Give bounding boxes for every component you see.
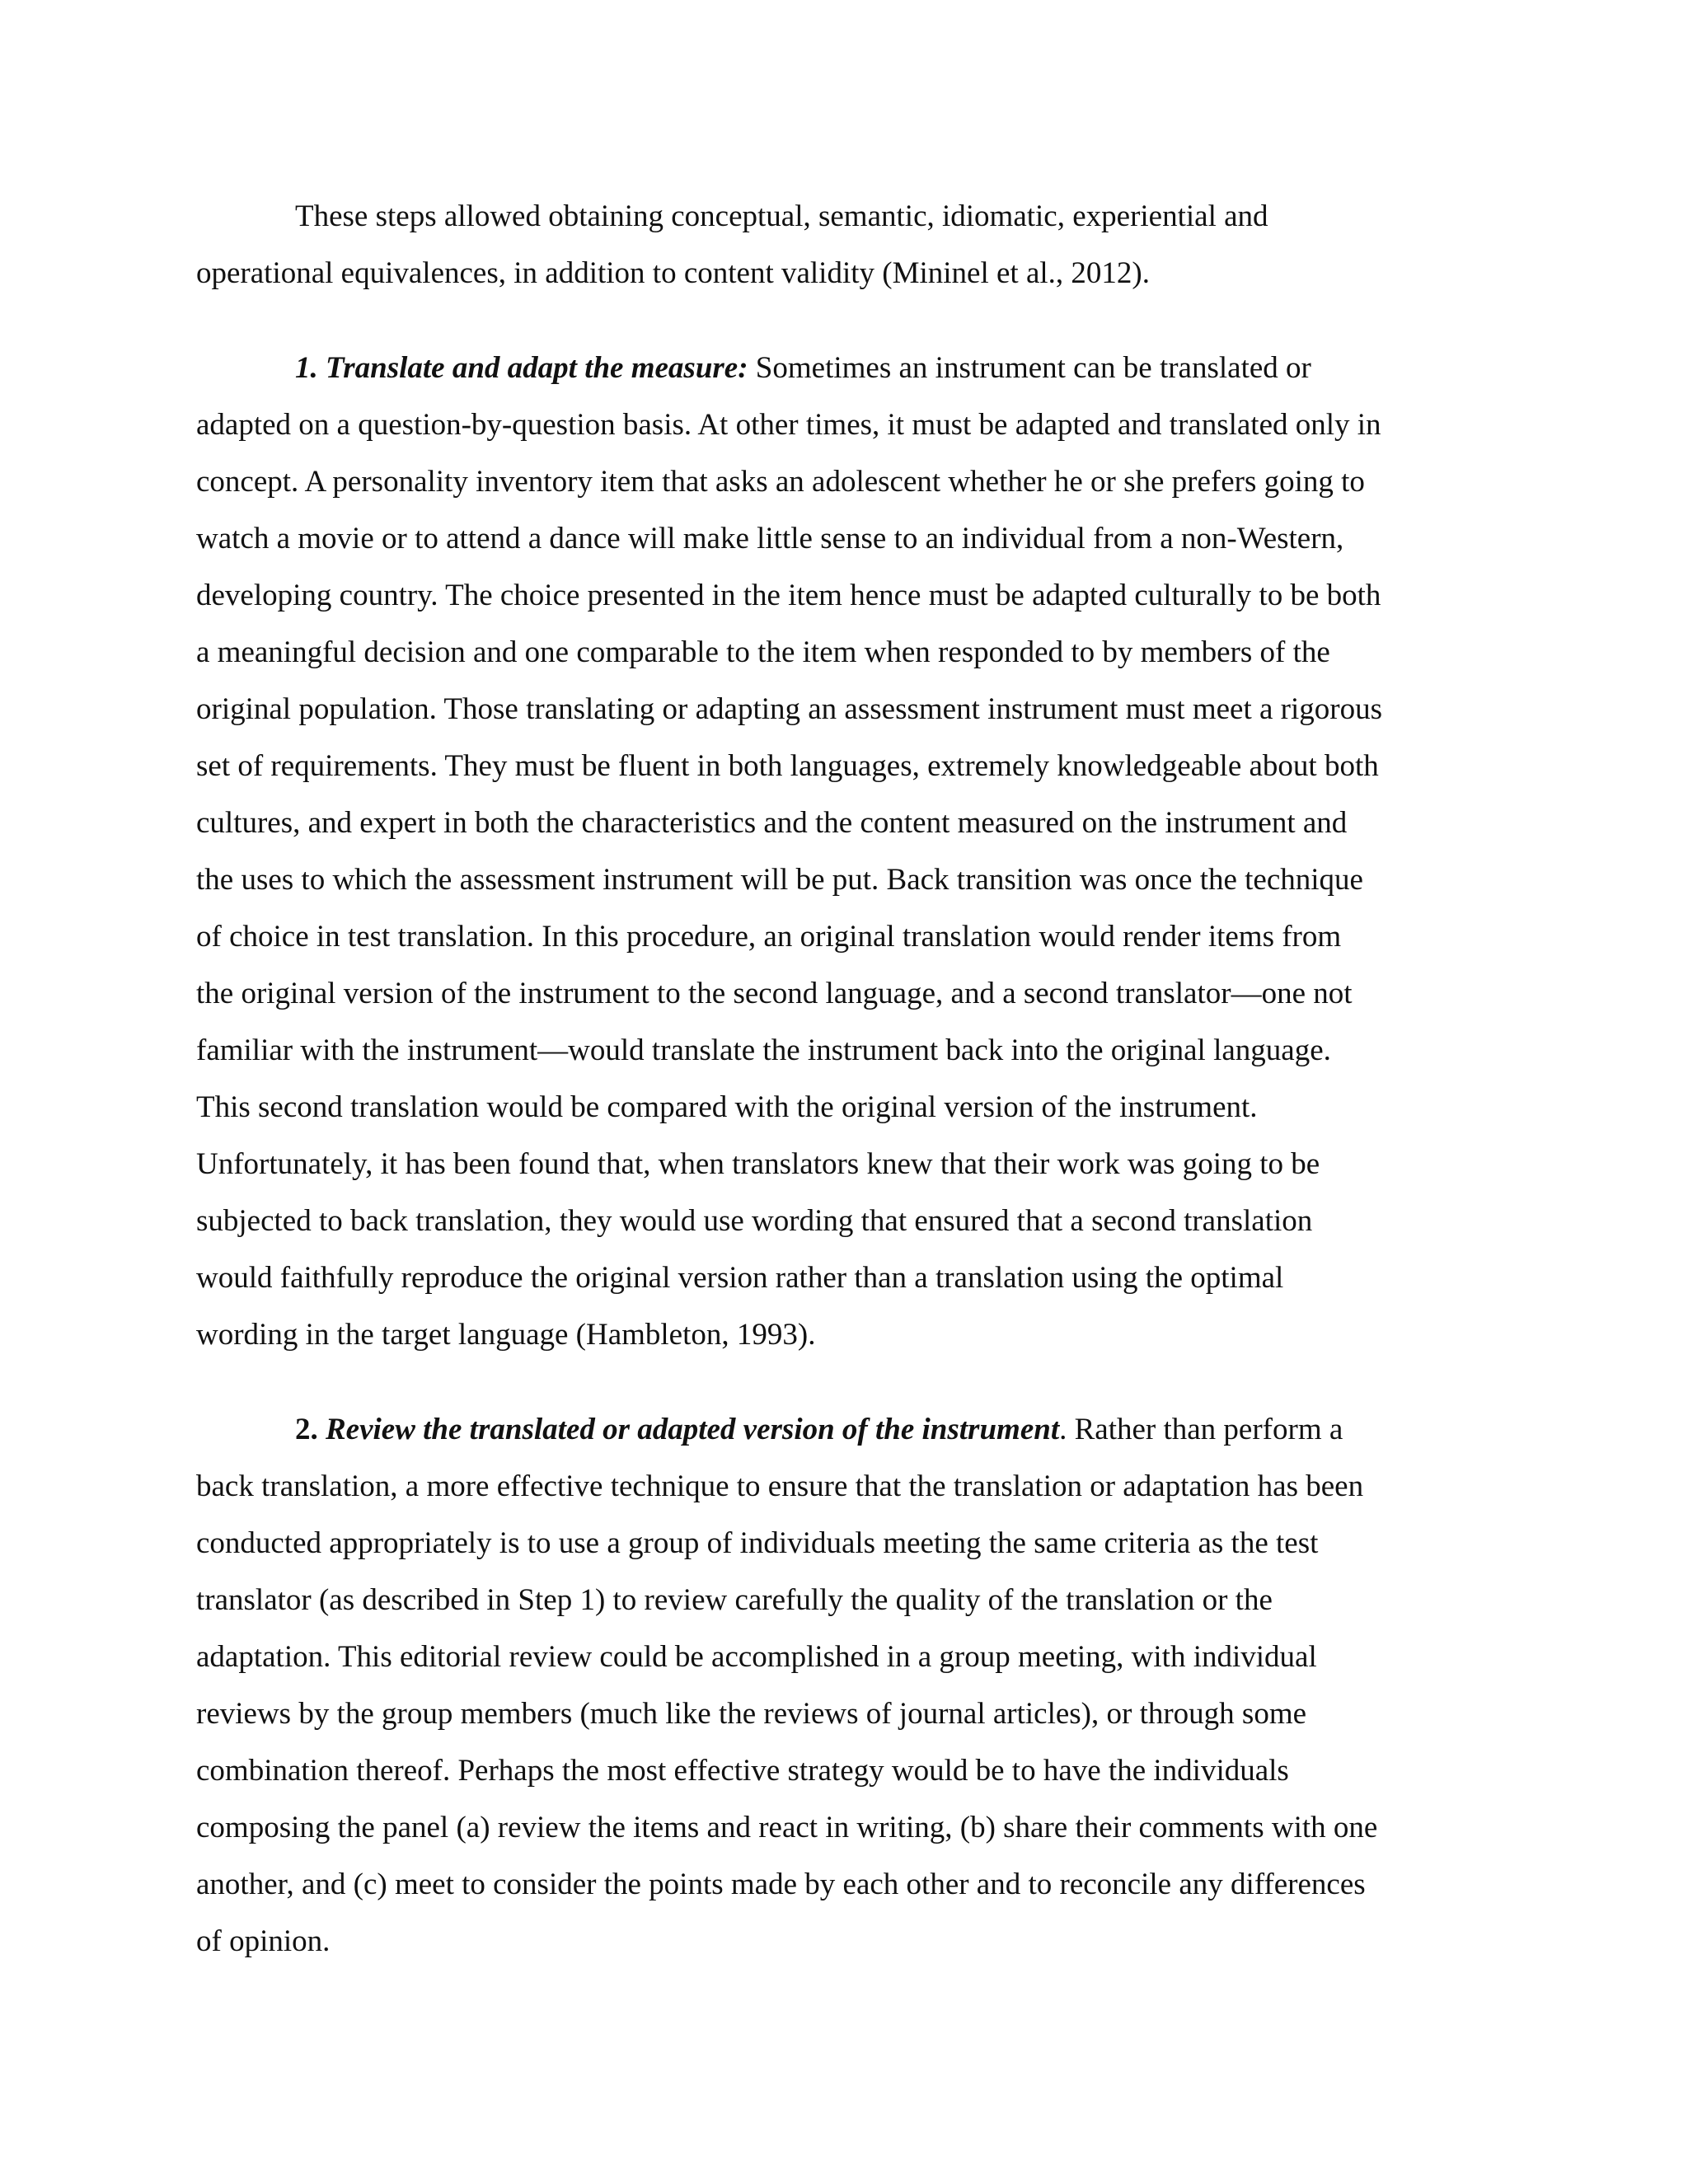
paragraph-gap xyxy=(196,1363,1482,1401)
text-line: subjected to back translation, they would use wording that ensured that a second translation xyxy=(196,1204,1313,1238)
text-line: watch a movie or to attend a dance will make little sense to an individual from a non-Western, xyxy=(196,522,1344,555)
text-line: These steps allowed obtaining conceptual, semantic, idiomatic, experiential and xyxy=(295,199,1268,233)
text-line: another, and (c) meet to consider the points made by each other and to reconcile any differences xyxy=(196,1868,1366,1901)
step-2-paragraph xyxy=(196,1401,1482,1970)
text-line: of choice in test translation. In this procedure, an original translation would render items from xyxy=(196,920,1342,954)
text-line: the uses to which the assessment instrument will be put. Back transition was once the technique xyxy=(196,863,1363,897)
text-line: reviews by the group members (much like the reviews of journal articles), or through some xyxy=(196,1697,1307,1731)
text-line: translator (as described in Step 1) to review carefully the quality of the translation or the xyxy=(196,1583,1273,1617)
step-1-paragraph xyxy=(196,340,1482,1363)
text-line: back translation, a more effective technique to ensure that the translation or adaptation has been xyxy=(196,1469,1364,1503)
text-line-first xyxy=(196,340,1482,396)
text-line: familiar with the instrument—would translate the instrument back into the original language. xyxy=(196,1033,1331,1067)
text-line: Unfortunately, it has been found that, when translators knew that their work was going to be xyxy=(196,1147,1320,1181)
text-line: of opinion. xyxy=(196,1924,331,1958)
text-run: Sometimes an instrument can be translated or xyxy=(748,351,1311,385)
paragraph-gap xyxy=(196,302,1482,340)
intro-paragraph xyxy=(196,188,1482,302)
text-line: adaptation. This editorial review could be accomplished in a group meeting, with individual xyxy=(196,1640,1317,1674)
text-line: composing the panel (a) review the items and react in writing, (b) share their comments with one xyxy=(196,1811,1378,1844)
text-run: . Rather than perform a xyxy=(1059,1413,1343,1446)
text-line: the original version of the instrument to the second language, and a second translator—one not xyxy=(196,977,1353,1010)
step-2-number: 2. xyxy=(295,1413,318,1446)
text-line: developing country. The choice presented in the item hence must be adapted culturally to be both xyxy=(196,579,1381,612)
text-line: original population. Those translating or adapting an assessment instrument must meet a rigorous xyxy=(196,692,1382,726)
text-line: wording in the target language (Hambleton, 1993). xyxy=(196,1318,816,1352)
text-line-first xyxy=(196,1401,1482,1458)
text-line: This second translation would be compared with the original version of the instrument. xyxy=(196,1090,1258,1124)
document-page xyxy=(196,188,1482,1970)
text-line: adapted on a question-by-question basis. At other times, it must be adapted and translated only in xyxy=(196,408,1381,442)
text-line: operational equivalences, in addition to content validity (Mininel et al., 2012). xyxy=(196,256,1150,290)
step-2-heading: Review the translated or adapted version of the instrument xyxy=(317,1413,1060,1446)
step-1-heading: 1. Translate and adapt the measure: xyxy=(295,351,748,385)
text-line: a meaningful decision and one comparable to the item when responded to by members of the xyxy=(196,635,1330,669)
text-line: cultures, and expert in both the characteristics and the content measured on the instrument and xyxy=(196,806,1348,840)
text-line: concept. A personality inventory item that asks an adolescent whether he or she prefers going to xyxy=(196,465,1365,499)
text-line: conducted appropriately is to use a group of individuals meeting the same criteria as the test xyxy=(196,1526,1319,1560)
text-line: would faithfully reproduce the original version rather than a translation using the optimal xyxy=(196,1261,1284,1295)
text-line: combination thereof. Perhaps the most effective strategy would be to have the individuals xyxy=(196,1754,1289,1788)
text-line: set of requirements. They must be fluent in both languages, extremely knowledgeable about both xyxy=(196,749,1379,783)
